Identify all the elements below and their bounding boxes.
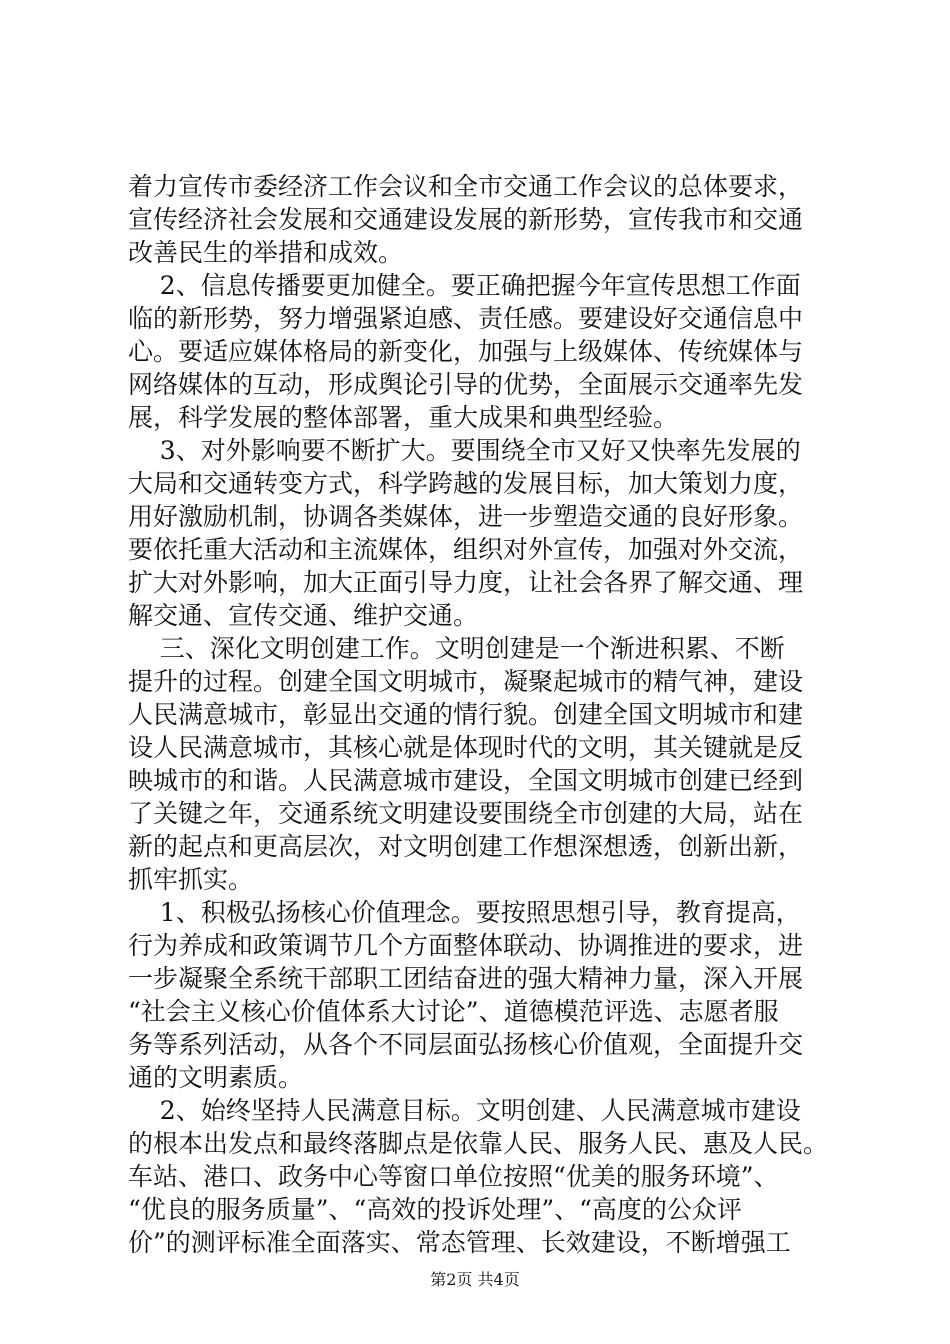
text-line: 宣传经济社会发展和交通建设发展的新形势，宣传我市和交通 [128,205,804,234]
text-line: 3、对外影响要不断扩大。要围绕全市又好又快率先发展的 [128,436,801,465]
text-line: 行为养成和政策调节几个方面整体联动、协调推进的要求，进 [128,931,804,960]
text-line: 抓牢抓实。 [128,865,254,894]
text-line: 扩大对外影响，加大正面引导力度，让社会各界了解交通、理 [128,568,804,597]
text-line: 展，科学发展的整体部署，重大成果和典型经验。 [128,403,679,432]
text-line: “社会主义核心价值体系大讨论”、道德模范评选、志愿者服 [128,997,779,1026]
body-text [128,170,828,1259]
text-line: 着力宣传市委经济工作会议和全市交通工作会议的总体要求， [128,172,804,201]
text-line: 提升的过程。创建全国文明城市，凝聚起城市的精气神，建设 [128,667,804,696]
text-line: 改善民生的举措和成效。 [128,238,404,267]
text-line: 网络媒体的互动，形成舆论引导的优势，全面展示交通率先发 [128,370,804,399]
text-line: 车站、港口、政务中心等窗口单位按照“优美的服务环境”、 [128,1162,779,1191]
text-line: 人民满意城市，彰显出交通的情行貌。创建全国文明城市和建 [128,700,804,729]
text-line: 务等系列活动，从各个不同层面弘扬核心价值观，全面提升交 [128,1030,804,1059]
text-line: 2、始终坚持人民满意目标。文明创建、人民满意城市建设 [128,1096,801,1125]
text-line: 的根本出发点和最终落脚点是依靠人民、服务人民、惠及人民。 [128,1129,828,1158]
text-line: 一步凝聚全系统干部职工团结奋进的强大精神力量，深入开展 [128,964,804,993]
text-line: 大局和交通转变方式，科学跨越的发展目标，加大策划力度， [128,469,804,498]
text-line: 了关键之年，交通系统文明建设要围绕全市创建的大局，站在 [128,799,804,828]
text-line: “优良的服务质量”、“高效的投诉处理”、“高度的公众评 [128,1195,742,1224]
page-number-footer: 第2页 共4页 [430,1270,520,1289]
text-line: 价”的测评标准全面落实、常态管理、长效建设，不断增强工 [128,1228,791,1257]
text-line: 解交通、宣传交通、维护交通。 [128,601,479,630]
text-line: 映城市的和谐。人民满意城市建设，全国文明城市创建已经到 [128,766,804,795]
text-line: 临的新形势，努力增强紧迫感、责任感。要建设好交通信息中 [128,304,804,333]
text-line: 三、深化文明创建工作。文明创建是一个渐进积累、不断 [128,634,785,663]
text-line: 新的起点和更高层次，对文明创建工作想深想透，创新出新， [128,832,804,861]
text-line: 用好激励机制，协调各类媒体，进一步塑造交通的良好形象。 [128,502,804,531]
text-line: 1、积极弘扬核心价值理念。要按照思想引导，教育提高， [128,898,801,927]
text-line: 要依托重大活动和主流媒体，组织对外宣传，加强对外交流， [128,535,804,564]
text-line: 通的文明素质。 [128,1063,304,1092]
text-line: 心。要适应媒体格局的新变化，加强与上级媒体、传统媒体与 [128,337,804,366]
text-line: 2、信息传播要更加健全。要正确把握今年宣传思想工作面 [128,271,801,300]
text-line: 设人民满意城市，其核心就是体现时代的文明，其关键就是反 [128,733,804,762]
